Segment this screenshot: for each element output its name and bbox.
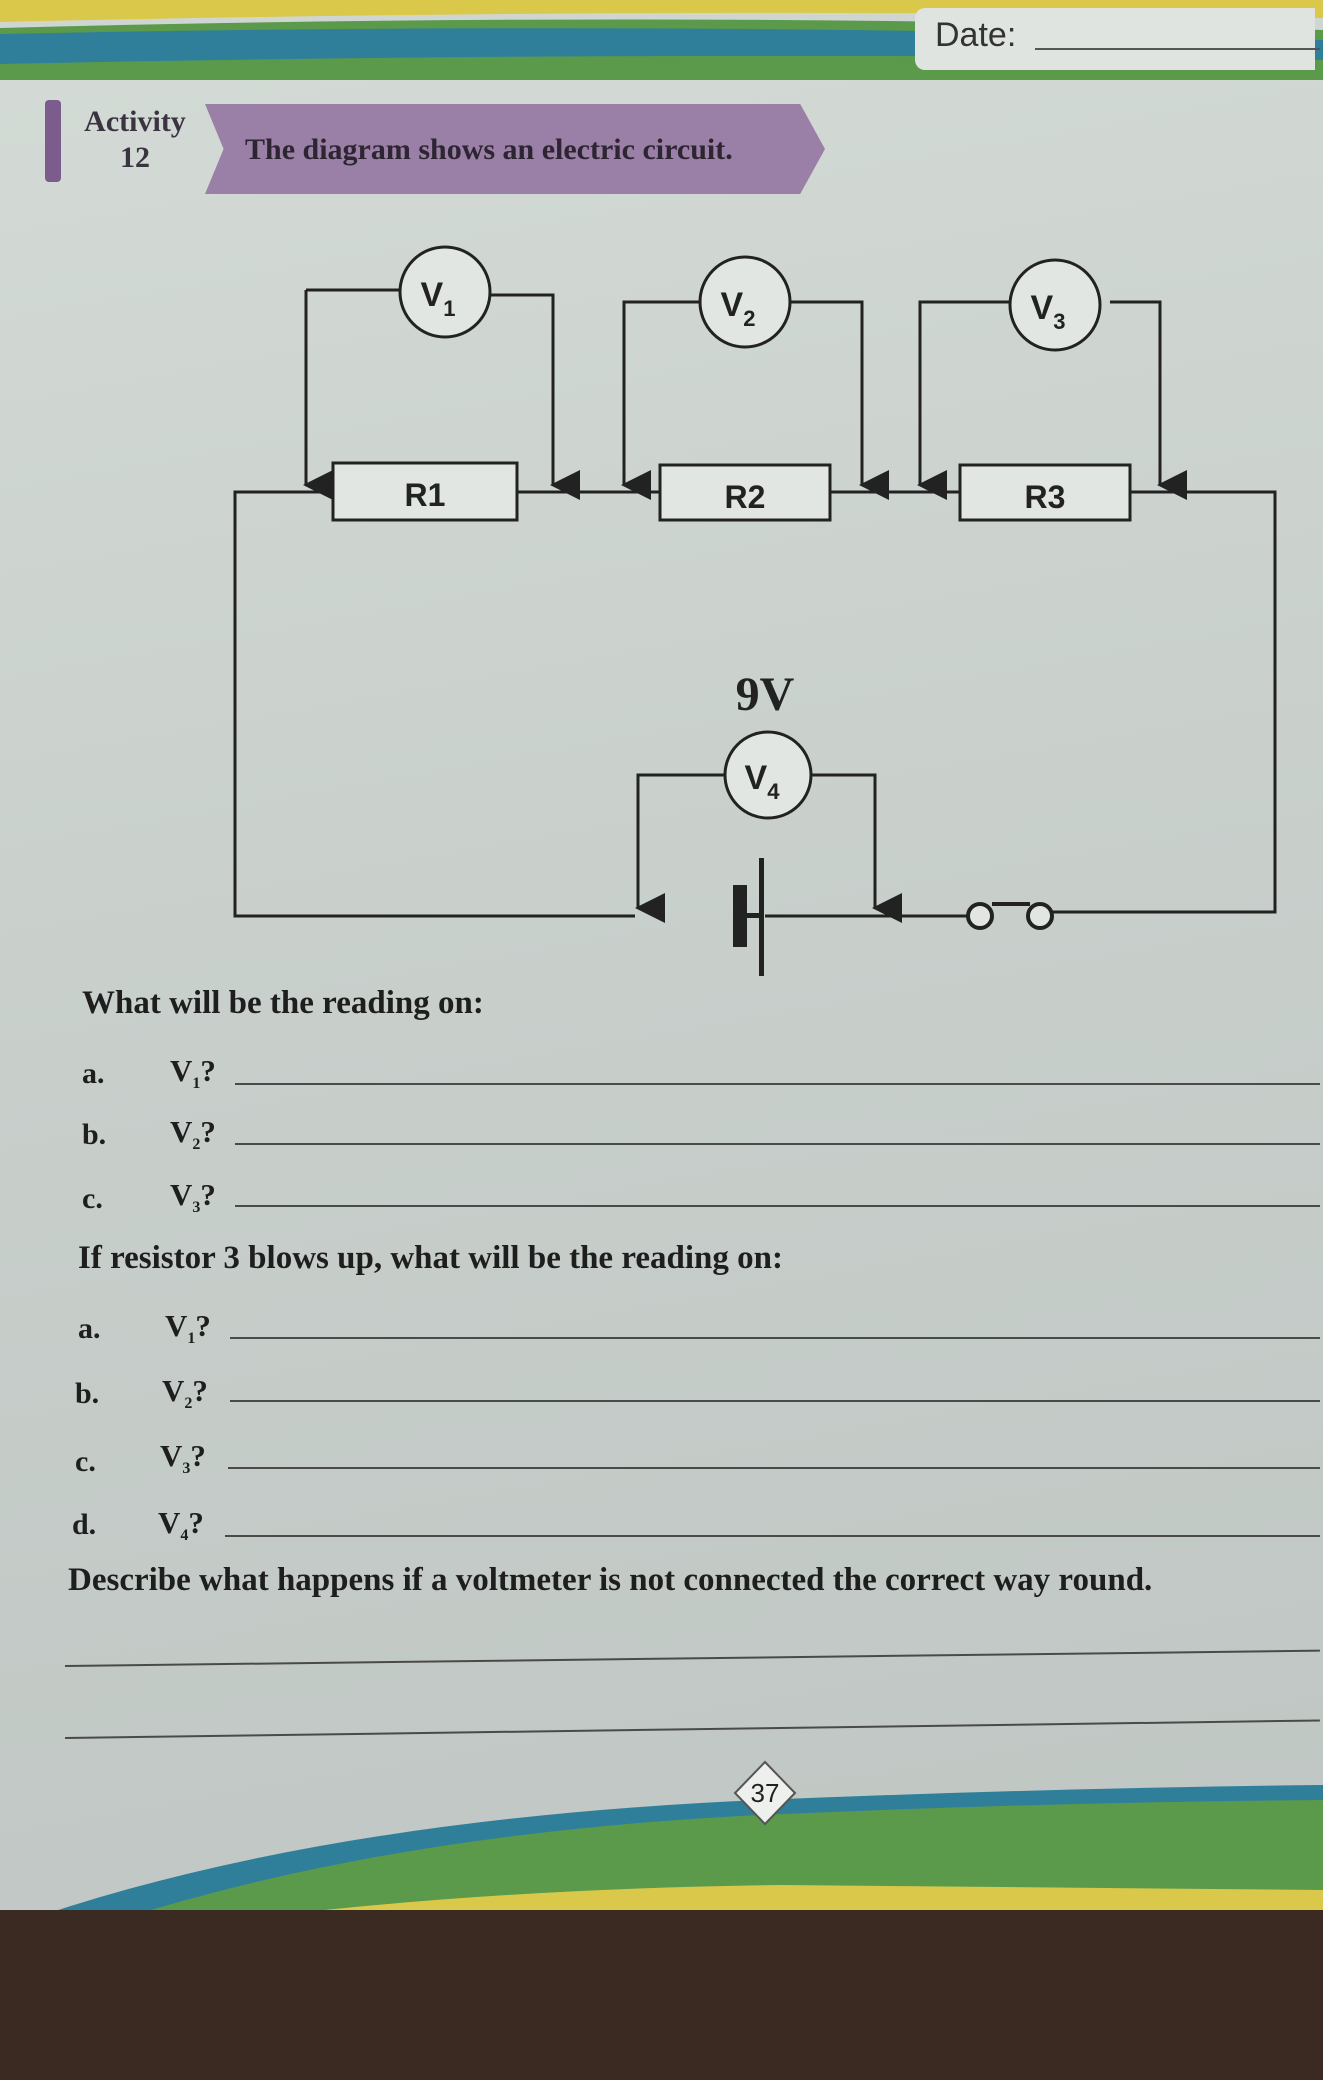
voltmeter-v1-letter: V bbox=[420, 276, 444, 314]
section2-item-b-answer-line[interactable] bbox=[230, 1400, 1320, 1402]
voltmeter-v3-sub: 3 bbox=[1053, 309, 1066, 334]
voltmeter-v4-letter: V bbox=[744, 759, 768, 797]
section2-item-d-answer-line[interactable] bbox=[225, 1535, 1320, 1537]
section1-item-c-answer-line[interactable] bbox=[235, 1205, 1320, 1207]
section1-item-b-letter: b. bbox=[82, 1118, 107, 1151]
section2-item-b-question: $V_2$? bbox=[162, 1373, 208, 1413]
resistor-r2-label: R2 bbox=[724, 479, 766, 515]
section2-item-a-answer-line[interactable] bbox=[230, 1337, 1320, 1339]
voltmeter-v3 bbox=[1010, 260, 1100, 350]
section1-item-b-answer-line[interactable] bbox=[235, 1143, 1320, 1145]
section1-item-a-letter: a. bbox=[82, 1057, 105, 1090]
voltmeter-v1-sub: 1 bbox=[443, 296, 456, 321]
battery-cell bbox=[733, 858, 764, 976]
voltmeter-v2-sub: 2 bbox=[743, 306, 756, 331]
section3-answer-line-1[interactable] bbox=[65, 1650, 1320, 1667]
voltmeter-v3-letter: V bbox=[1030, 289, 1054, 327]
section1-heading: What will be the reading on: bbox=[82, 985, 484, 1021]
circuit-diagram bbox=[0, 0, 1323, 1000]
section2-item-b-letter: b. bbox=[75, 1377, 100, 1410]
section2-heading: If resistor 3 blows up, what will be the reading on: bbox=[78, 1240, 783, 1276]
battery-voltage-label: 9V bbox=[735, 668, 795, 721]
resistor-r1 bbox=[333, 463, 517, 520]
section1-item-a-question: $V_1$? bbox=[170, 1053, 216, 1093]
date-label: Date: bbox=[935, 16, 1017, 54]
page-number: 37 bbox=[750, 1778, 780, 1808]
section1-item-a-answer-line[interactable] bbox=[235, 1083, 1320, 1085]
section3-answer-line-2[interactable] bbox=[65, 1719, 1320, 1739]
voltmeter-v2 bbox=[700, 257, 790, 347]
voltmeter-v2-letter: V bbox=[720, 286, 744, 324]
circuit-wires bbox=[235, 290, 1275, 916]
section2-item-d-letter: d. bbox=[72, 1508, 97, 1541]
activity-instruction: The diagram shows an electric circuit. bbox=[245, 133, 733, 166]
section3-heading: Describe what happens if a voltmeter is not connected the correct way round. bbox=[68, 1562, 1153, 1598]
activity-label-number: 12 bbox=[120, 141, 150, 174]
resistor-r3 bbox=[960, 465, 1130, 520]
section1-item-b-question: $V_2$? bbox=[170, 1114, 216, 1154]
section2-item-a-letter: a. bbox=[78, 1312, 101, 1345]
voltmeter-v4 bbox=[725, 732, 811, 818]
section2-item-a-question: $V_1$? bbox=[165, 1308, 211, 1348]
section1-item-c-letter: c. bbox=[82, 1182, 103, 1215]
section2-item-c-question: $V_3$? bbox=[160, 1438, 206, 1478]
resistor-r3-label: R3 bbox=[1024, 479, 1066, 515]
section2-item-c-letter: c. bbox=[75, 1445, 96, 1478]
activity-label-word: Activity bbox=[84, 105, 186, 138]
footer-decoration bbox=[0, 1740, 1323, 1910]
section1-item-c-question: $V_3$? bbox=[170, 1177, 216, 1217]
voltmeter-v1 bbox=[400, 247, 490, 337]
voltmeter-v4-sub: 4 bbox=[767, 779, 780, 804]
resistor-r1-label: R1 bbox=[404, 477, 446, 513]
section2-item-d-question: $V_4$? bbox=[158, 1505, 204, 1545]
section2-item-c-answer-line[interactable] bbox=[228, 1467, 1320, 1469]
resistor-r2 bbox=[660, 465, 830, 520]
switch bbox=[968, 904, 1052, 928]
